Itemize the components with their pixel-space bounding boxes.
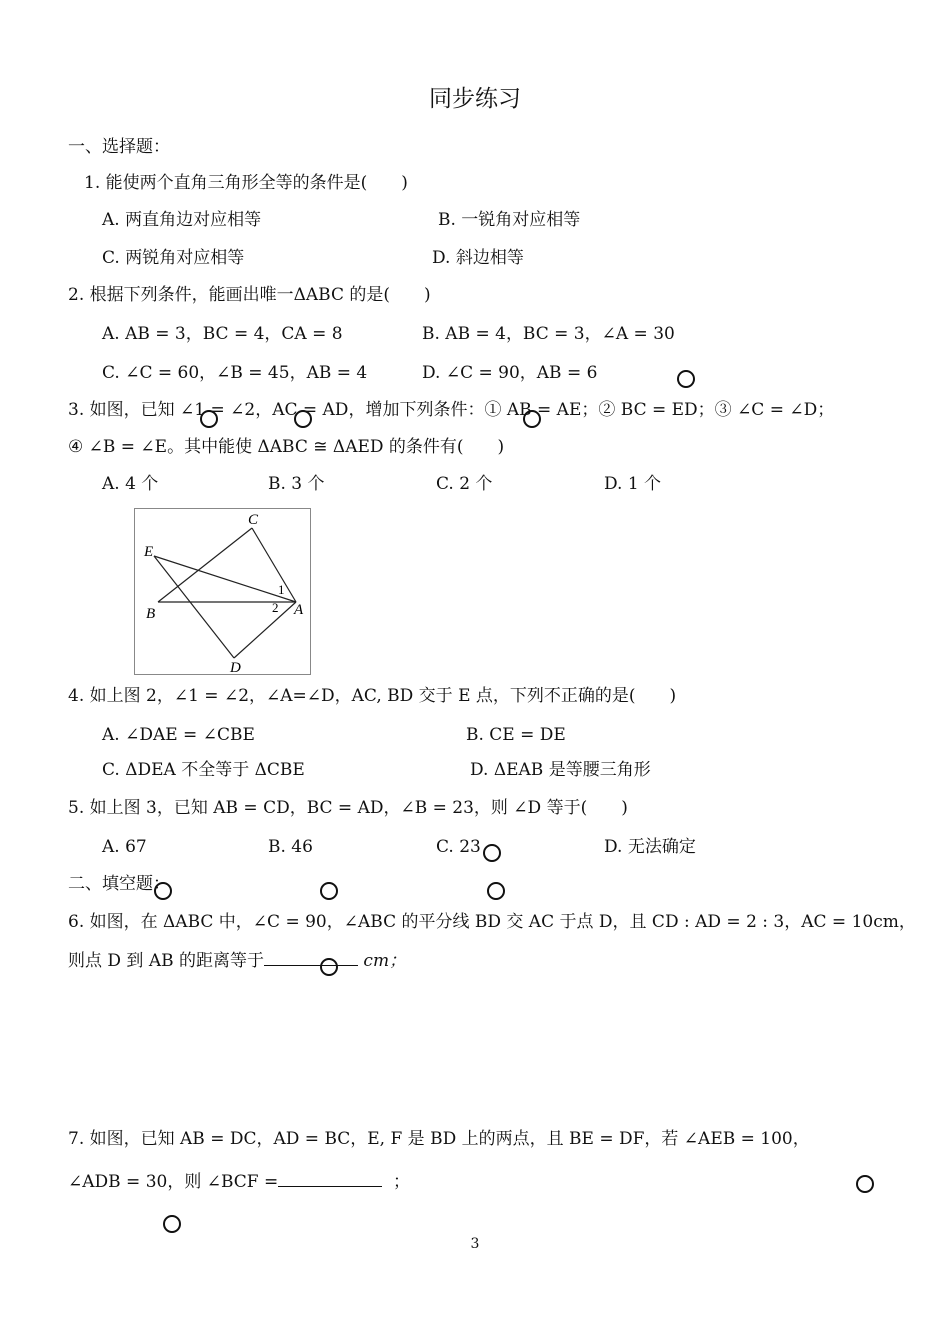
q3-stem-line1: 3. 如图，已知 ∠1 = ∠2，AC = AD，增加下列条件：① AB = AE；② BC = ED；③ ∠C = ∠D； xyxy=(68,400,835,420)
label-d: D xyxy=(230,660,241,676)
q4-option-d: D. ΔEAB 是等腰三角形 xyxy=(470,760,651,780)
segment-bc xyxy=(158,528,252,602)
q2-stem: 2. 根据下列条件，能画出唯一ΔABC 的是( ) xyxy=(68,285,431,305)
q1-option-d: D. 斜边相等 xyxy=(432,248,524,268)
ring-mark xyxy=(856,1175,874,1193)
q1-stem: 1. 能使两个直角三角形全等的条件是( ) xyxy=(84,173,408,193)
q1-option-a: A. 两直角边对应相等 xyxy=(102,210,262,230)
q3-option-b: B. 3 个 xyxy=(268,474,325,494)
q2-option-b: B. AB = 4，BC = 3，∠A = 30 xyxy=(422,324,675,344)
q7-stem-line1: 7. 如图，已知 AB = DC，AD = BC，E, F 是 BD 上的两点，且 BE = DF，若 ∠AEB = 100， xyxy=(68,1129,810,1149)
q7-stem-line2 xyxy=(68,1170,410,1193)
page-title: 同步练习 xyxy=(429,86,521,112)
q7-answer-blank[interactable] xyxy=(278,1170,382,1187)
q6-stem-line2 xyxy=(68,949,406,972)
label-e: E xyxy=(144,544,154,560)
q5-stem: 5. 如上图 3，已知 AB = CD，BC = AD，∠B = 23，则 ∠D 等于( ) xyxy=(68,798,628,818)
q7-end-mark: ； xyxy=(393,1172,411,1192)
q1-option-c: C. 两锐角对应相等 xyxy=(102,248,245,268)
q4-option-b: B. CE = DE xyxy=(466,725,566,745)
q2-option-c: C. ∠C = 60，∠B = 45，AB = 4 xyxy=(102,363,368,383)
ring-mark xyxy=(523,410,541,428)
q4-stem: 4. 如上图 2，∠1 = ∠2，∠A=∠D，AC, BD 交于 E 点，下列不正确的是( ) xyxy=(68,686,677,706)
q4-option-c: C. ΔDEA 不全等于 ΔCBE xyxy=(102,760,305,780)
label-b: B xyxy=(146,606,156,622)
segment-ed xyxy=(154,556,234,658)
q6-answer-blank[interactable] xyxy=(264,949,358,966)
ring-mark xyxy=(483,844,501,862)
page-number: 3 xyxy=(470,1236,480,1252)
q7-stem-text: ∠ADB = 30，则 ∠BCF = xyxy=(68,1172,279,1192)
q5-option-c: C. 23 xyxy=(436,837,481,857)
q2-option-a: A. AB = 3，BC = 4，CA = 8 xyxy=(102,324,343,344)
ring-mark xyxy=(677,370,695,388)
label-c: C xyxy=(248,512,259,528)
q6-unit: cm； xyxy=(363,951,407,971)
ring-mark xyxy=(294,410,312,428)
q3-option-a: A. 4 个 xyxy=(102,474,159,494)
ring-mark xyxy=(320,958,338,976)
q2-option-d: D. ∠C = 90，AB = 6 xyxy=(422,363,598,383)
ring-mark xyxy=(154,882,172,900)
ring-mark xyxy=(320,882,338,900)
q5-option-d: D. 无法确定 xyxy=(604,837,696,857)
q3-stem-line2: ④ ∠B = ∠E。其中能使 ΔABC ≅ ΔAED 的条件有( ) xyxy=(68,437,505,457)
q4-option-a: A. ∠DAE = ∠CBE xyxy=(102,725,255,745)
section-fill-heading: 二、填空题： xyxy=(68,874,170,894)
q3-option-d: D. 1 个 xyxy=(604,474,662,494)
ring-mark xyxy=(487,882,505,900)
section-choice-heading: 一、选择题： xyxy=(68,137,170,157)
label-a: A xyxy=(294,602,304,618)
q6-stem-text: 则点 D 到 AB 的距离等于 xyxy=(68,951,265,971)
q3-option-c: C. 2 个 xyxy=(436,474,493,494)
ring-mark xyxy=(163,1215,181,1233)
q5-option-a: A. 67 xyxy=(102,837,147,857)
label-angle-2: 2 xyxy=(272,600,279,615)
geometry-figure xyxy=(134,508,312,676)
label-angle-1: 1 xyxy=(278,582,285,597)
q6-stem-line1: 6. 如图，在 ΔABC 中，∠C = 90，∠ABC 的平分线 BD 交 AC 于点 D，且 CD : AD = 2 : 3，AC = 10cm， xyxy=(68,912,916,932)
segment-da xyxy=(234,602,296,658)
segment-ca xyxy=(252,528,296,602)
segment-ea xyxy=(154,556,296,602)
q5-option-b: B. 46 xyxy=(268,837,313,857)
q1-option-b: B. 一锐角对应相等 xyxy=(438,210,581,230)
ring-mark xyxy=(200,410,218,428)
